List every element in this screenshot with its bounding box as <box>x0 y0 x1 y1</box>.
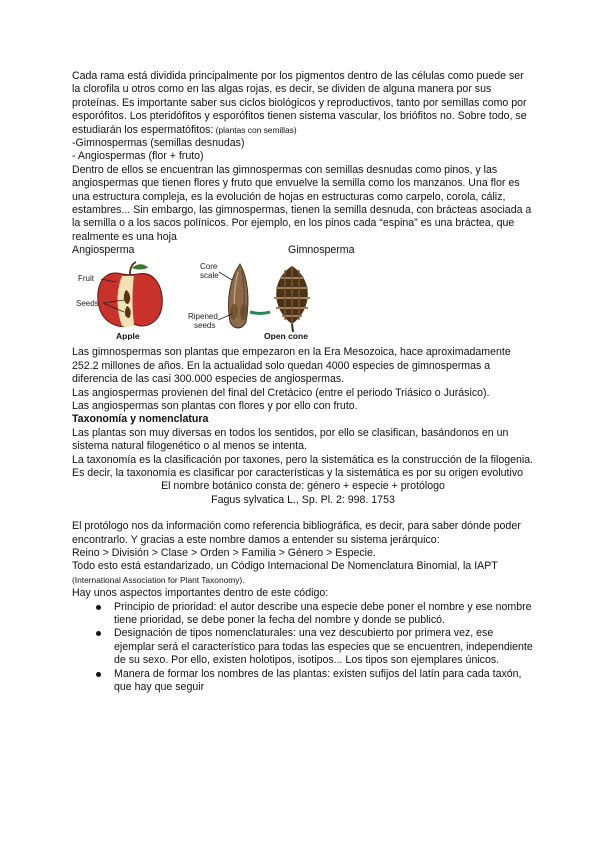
paragraph-angiosperm-origin: Las angiospermas provienen del final del Cretácico (entre el periodo Triásico o Jurásico). <box>72 386 490 399</box>
bullet-icon <box>96 672 101 677</box>
label-scale: scale <box>200 271 219 281</box>
arrow-icon <box>250 312 270 314</box>
formula-line: El nombre botánico consta de: género + especie + protólogo <box>161 480 445 493</box>
hierarchy-line: Reino > División > Clase > Orden > Familia > Género > Especie. <box>72 546 376 559</box>
seed-plants-note: (plantas con semillas) <box>213 124 297 135</box>
paragraph-divisions <box>72 70 534 137</box>
paragraph-taxonomy: La taxonomía es la clasificación por taxones, pero la sistemática es la construcción de la filogenia. Es decir, la taxonomía es clasificar por características y la sistemática es por su origen evolutivo <box>72 453 534 479</box>
label-fruit: Fruit <box>78 274 94 284</box>
apple-pine-figure <box>72 260 534 340</box>
list-item-angiospermas: - Angiospermas (flor + fruto) <box>72 150 204 163</box>
label-ripened-seeds: seeds <box>194 321 216 331</box>
paragraph-gymnosperm-history: Las gimnospermas son plantas que empezaron en la Era Mesozoica, hace aproximadamente 252.2 millones de años. En la actualidad solo quedan 4000 especies de gimnospermas a diferencia de las casi 300.000 especies de angiospermas. <box>72 346 511 386</box>
label-seeds: Seeds <box>76 299 99 309</box>
label-angiosperma: Angiosperma <box>72 244 135 257</box>
iapt-note: (International Association for Plant Taxonomy). <box>72 574 245 585</box>
apple-icon <box>98 262 162 327</box>
section-heading: Taxonomía y nomenclatura <box>72 413 209 426</box>
list-item-gimnospermas: -Gimnospermas (semillas desnudas) <box>72 137 245 150</box>
paragraph-diversity: Las plantas son muy diversas en todos los sentidos, por ello se clasifican, basándonos en un sistema natural filogenético o al menos se intenta. <box>72 426 509 453</box>
list-item-text: Principio de prioridad: el autor describe una especie debe poner el nombre y ese nombre tiene prioridad, se debe poner la fecha del nombre y donde se publicó. <box>114 600 532 626</box>
list-item <box>114 601 534 628</box>
label-open-cone: Open cone <box>264 331 308 341</box>
bullet-icon <box>96 605 101 610</box>
label-ripened: Ripened <box>188 312 218 322</box>
label-core: Core <box>200 262 218 272</box>
bullet-icon <box>96 631 101 636</box>
pine-scale-icon <box>228 264 248 328</box>
document-page <box>72 70 534 694</box>
figure-labels <box>72 244 534 258</box>
pine-cone-icon <box>274 266 310 332</box>
figure-illustration <box>72 260 372 340</box>
list-item <box>114 668 534 695</box>
label-apple: Apple <box>116 331 140 341</box>
paragraph-divisions-text: Cada rama está dividida principalmente por los pigmentos dentro de las células como puede ser la clorofila u otros como en las algas rojas, es decir, se dividen de alguna manera por sus proteínas. Es importante saber sus ciclos biológicos y reproductivos, tanto por semillas como por esporófitos. Los pteridófitos y esporófitos tienen sistema vascular, los briófitos no. Sobre todo, se estudiarán los espermatófitos: <box>72 70 527 136</box>
code-aspects-list <box>72 601 534 695</box>
list-item-text: Designación de tipos nomenclaturales: una vez descubierto por primera vez, ese ejemplar será el característico para todas las especies que se encuentren, independiente de su sexo. Por ello, existen holotipos, isotipos... Los tipos son ejemplares únicos. <box>114 627 533 667</box>
list-item-text: Manera de formar los nombres de las plantas: existen sufijos del latín para cada taxón, que hay que seguir <box>114 667 522 694</box>
paragraph-iapt: Todo esto está estandarizado, un Código Internacional De Nomenclatura Binomial, la IAPT <box>72 560 498 573</box>
example-line: Fagus sylvatica L., Sp. Pl. 2: 998. 1753 <box>211 493 395 506</box>
paragraph-angiosperm-fruit: Las angiospermas son plantas con flores y por ello con fruto. <box>72 399 358 412</box>
spacer <box>72 507 534 520</box>
paragraph-protologo: El protólogo nos da información como referencia bibliográfica, es decir, para saber dónde poder encontrarlo. Y gracias a este nombre damos a entender su sistema jerárquico: <box>72 520 521 546</box>
paragraph-flowers-and-bracts: Dentro de ellos se encuentran las gimnospermas con semillas desnudas como pinos, y las angiospermas que tienen flores y fruto que envuelve la semilla como los manzanos. Una flor es una estructura compleja, es la evolución de hojas en estructuras como carpelo, corola, cáliz, estambres... Sin embargo, las gimnospermas, tienen la semilla desnuda, con brácteas asociada a la semilla o a los sacos polínicos. Por ejemplo, en los pinos cada “espina” es una bráctea, que realmente es una hoja <box>72 163 532 243</box>
paragraph-code-intro: Hay unos aspectos importantes dentro de este código: <box>72 587 329 600</box>
label-gimnosperma: Gimnosperma <box>288 244 355 257</box>
list-item <box>114 627 534 667</box>
